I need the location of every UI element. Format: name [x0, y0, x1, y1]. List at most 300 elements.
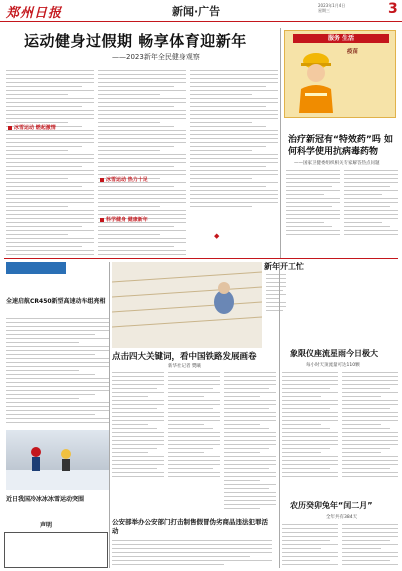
body-text-line	[344, 170, 398, 171]
body-text-line	[282, 380, 338, 381]
police-headline: 公安部举办公安部门打击制售假冒伪劣商品违法犯罪活动	[112, 518, 268, 535]
body-text-line	[6, 146, 82, 147]
left-photo-banner	[6, 262, 66, 274]
body-text-line	[6, 106, 82, 107]
body-text-line	[224, 500, 276, 501]
body-text-line	[224, 496, 276, 497]
body-text-line	[98, 230, 186, 231]
body-text-line	[224, 396, 260, 397]
body-text-line	[112, 428, 157, 429]
body-text-line	[190, 162, 278, 163]
body-text-line	[98, 166, 174, 167]
body-text-line	[224, 444, 276, 445]
body-text-line	[342, 548, 381, 549]
lead-headline: 运动健身过假期 畅享体育迎新年	[24, 32, 247, 50]
body-text-line	[168, 392, 220, 393]
body-text-line	[6, 422, 110, 423]
body-text-line	[98, 138, 186, 139]
ad-text: 疫苗	[347, 49, 359, 55]
body-text-line	[98, 254, 186, 255]
body-text-line	[342, 444, 398, 445]
body-text-line	[286, 218, 340, 219]
body-text-line	[342, 412, 398, 413]
body-text-line	[342, 544, 398, 545]
body-text-line	[98, 118, 186, 119]
body-text-line	[6, 374, 95, 375]
body-text-line	[6, 218, 94, 219]
body-text-line	[6, 206, 68, 207]
body-text-line	[6, 250, 94, 251]
body-text-line	[112, 452, 148, 453]
body-text-line	[112, 416, 164, 417]
body-text-line	[6, 118, 94, 119]
body-text-line	[190, 82, 278, 83]
body-text-line	[112, 408, 157, 409]
advertisement	[284, 30, 396, 118]
body-text-line	[112, 472, 164, 473]
body-text-line	[112, 440, 164, 441]
rail-column-3	[224, 372, 276, 512]
body-text-line	[98, 162, 186, 163]
meteor-subline: 每小时天顶流量可达110颗	[306, 363, 360, 368]
body-text-line	[6, 98, 94, 99]
body-text-line	[344, 234, 398, 235]
body-text-line	[282, 376, 338, 377]
body-text-line	[6, 334, 95, 335]
body-text-line	[168, 460, 220, 461]
body-text-line	[342, 532, 398, 533]
body-text-line	[266, 274, 286, 275]
body-text-line	[282, 556, 338, 557]
body-text-line	[224, 392, 276, 393]
body-text-line	[282, 444, 338, 445]
body-text-line	[98, 70, 186, 71]
body-text-line	[6, 346, 110, 347]
body-text-line	[190, 98, 278, 99]
body-text-line	[190, 106, 266, 107]
body-text-line	[282, 540, 330, 541]
body-text-line	[282, 532, 338, 533]
body-text-line	[342, 372, 398, 373]
left-story-title: 全速启航CR450新型高速动车组亮相	[6, 298, 106, 305]
page-number: 3	[388, 1, 398, 17]
body-text-line	[190, 158, 278, 159]
body-text-line	[266, 298, 280, 299]
body-text-line	[342, 404, 398, 405]
body-text-line	[168, 452, 204, 453]
body-text-line	[224, 388, 269, 389]
body-text-line	[6, 322, 110, 323]
lead-column-3	[190, 70, 278, 210]
body-text-line	[342, 464, 398, 465]
body-text-line	[98, 242, 186, 243]
body-text-line	[266, 310, 283, 311]
body-text-line	[190, 206, 252, 207]
body-text-line	[286, 174, 340, 175]
body-text-line	[282, 464, 338, 465]
body-text-line	[282, 396, 321, 397]
body-text-line	[6, 154, 94, 155]
body-text-line	[342, 448, 390, 449]
body-text-line	[6, 350, 110, 351]
body-text-line	[342, 400, 398, 401]
body-text-line	[286, 234, 340, 235]
body-text-line	[344, 226, 390, 227]
body-text-line	[224, 404, 276, 405]
body-text-line	[6, 198, 94, 199]
body-text-line	[224, 464, 276, 465]
body-text-line	[224, 504, 276, 505]
body-text-line	[344, 230, 398, 231]
body-text-line	[342, 452, 381, 453]
body-text-line	[168, 396, 204, 397]
column-divider	[279, 262, 280, 568]
body-text-line	[342, 564, 398, 565]
body-text-line	[168, 408, 213, 409]
body-text-line	[286, 214, 340, 215]
body-text-line	[112, 404, 164, 405]
body-text-line	[266, 290, 283, 291]
body-text-line	[6, 386, 110, 387]
body-text-line	[112, 544, 272, 545]
lunar-headline: 农历癸卯兔年“闰二月”	[290, 501, 373, 510]
body-text-line	[342, 440, 398, 441]
winter-sports-photo	[6, 430, 110, 490]
body-text-line	[282, 416, 338, 417]
body-text-line	[98, 190, 186, 191]
body-text-line	[190, 114, 278, 115]
body-text-line	[224, 372, 276, 373]
body-text-line	[112, 372, 164, 373]
issue-weekday: 星期三	[318, 8, 330, 13]
photo-title: 新年开工忙	[264, 262, 304, 271]
body-text-line	[224, 448, 269, 449]
body-text-line	[168, 400, 220, 401]
body-text-line	[224, 428, 269, 429]
body-text-line	[344, 222, 382, 223]
body-text-line	[286, 202, 340, 203]
body-text-line	[168, 424, 204, 425]
body-text-line	[6, 114, 94, 115]
body-text-line	[168, 436, 220, 437]
body-text-line	[98, 86, 174, 87]
body-text-line	[6, 190, 94, 191]
issue-date: 2023年1月4日	[318, 3, 346, 8]
masthead	[0, 0, 402, 22]
body-text-line	[6, 326, 110, 327]
body-text-line	[112, 468, 157, 469]
body-text-line	[98, 234, 160, 235]
body-text-line	[168, 464, 220, 465]
body-text-line	[342, 384, 398, 385]
lunar-column-1	[282, 524, 338, 568]
body-text-line	[282, 452, 321, 453]
body-text-line	[98, 186, 174, 187]
body-text-line	[342, 416, 398, 417]
body-text-line	[6, 242, 94, 243]
body-text-line	[224, 492, 276, 493]
body-text-line	[342, 456, 398, 457]
body-text-line	[112, 392, 164, 393]
body-text-line	[6, 362, 110, 363]
body-text-line	[282, 440, 338, 441]
body-text-line	[282, 448, 330, 449]
body-text-line	[224, 476, 276, 477]
column-divider	[280, 28, 281, 258]
body-text-line	[344, 174, 398, 175]
body-text-line	[282, 404, 338, 405]
body-text-line	[224, 436, 276, 437]
body-text-line	[266, 282, 286, 283]
body-text-line	[6, 150, 68, 151]
body-text-line	[168, 404, 220, 405]
body-text-line	[168, 384, 220, 385]
body-text-line	[98, 250, 186, 251]
body-text-line	[190, 150, 252, 151]
body-text-line	[168, 416, 220, 417]
body-text-line	[6, 102, 94, 103]
body-text-line	[344, 206, 390, 207]
body-text-line	[168, 388, 213, 389]
body-text-line	[6, 178, 68, 179]
body-text-line	[190, 134, 278, 135]
body-text-line	[6, 342, 79, 343]
body-text-line	[98, 210, 186, 211]
body-text-line	[6, 134, 94, 135]
body-text-line	[6, 210, 94, 211]
body-text-line	[112, 556, 250, 557]
body-text-line	[6, 354, 95, 355]
rail-column-1	[112, 372, 164, 482]
body-text-line	[112, 420, 164, 421]
body-text-line	[342, 380, 398, 381]
body-text-line	[112, 412, 164, 413]
body-text-line	[190, 110, 278, 111]
body-text-line	[282, 548, 321, 549]
body-text-line	[224, 380, 276, 381]
body-text-line	[168, 432, 220, 433]
body-text-line	[6, 122, 68, 123]
body-text-line	[6, 110, 94, 111]
body-text-line	[6, 370, 79, 371]
right-headline: 治疗新冠有“特效药”吗 如何科学使用抗病毒药物	[288, 135, 393, 157]
body-text-line	[168, 472, 220, 473]
body-text-line	[6, 214, 94, 215]
body-text-line	[282, 428, 330, 429]
notice-box	[4, 532, 108, 568]
body-text-line	[6, 398, 79, 399]
body-text-line	[286, 186, 332, 187]
lunar-column-2	[342, 524, 398, 568]
body-text-line	[190, 186, 266, 187]
body-text-line	[190, 126, 266, 127]
body-text-line	[98, 150, 160, 151]
body-text-line	[344, 218, 398, 219]
body-text-line	[190, 102, 278, 103]
body-text-line	[6, 366, 110, 367]
body-text-line	[6, 394, 95, 395]
body-text-line	[344, 194, 382, 195]
body-text-line	[6, 158, 94, 159]
lead-subhead-1: 冰雪运动 燃起激情	[8, 124, 56, 131]
body-text-line	[112, 564, 224, 565]
body-text-line	[224, 412, 276, 413]
body-text-line	[112, 432, 164, 433]
body-text-line	[112, 456, 164, 457]
body-text-line	[98, 82, 186, 83]
body-text-line	[282, 392, 338, 393]
body-text-line	[6, 330, 110, 331]
body-text-line	[112, 464, 164, 465]
body-text-line	[224, 376, 276, 377]
lead-subheadline: ——2023新年全民健身观察	[112, 53, 200, 61]
meteor-headline: 象限仪座流星雨今日极大	[290, 349, 378, 358]
body-text-line	[98, 114, 186, 115]
body-text-line	[224, 452, 260, 453]
body-text-line	[98, 174, 186, 175]
lunar-subline: 全年共有384天	[326, 515, 358, 520]
body-text-line	[6, 86, 82, 87]
body-text-line	[6, 82, 94, 83]
body-text-line	[6, 318, 110, 319]
body-text-line	[6, 378, 110, 379]
body-text-line	[6, 142, 94, 143]
body-text-line	[168, 440, 220, 441]
body-text-line	[224, 408, 269, 409]
lead-column-1	[6, 70, 94, 260]
body-text-line	[282, 436, 338, 437]
body-text-line	[168, 456, 220, 457]
body-text-line	[6, 186, 82, 187]
body-text-line	[168, 428, 213, 429]
body-text-line	[282, 400, 338, 401]
body-text-line	[6, 338, 110, 339]
body-text-line	[112, 424, 148, 425]
body-text-line	[190, 198, 278, 199]
body-text-line	[98, 142, 186, 143]
body-text-line	[282, 408, 330, 409]
body-text-line	[286, 182, 340, 183]
section-logo-tag: ◆	[214, 232, 220, 240]
lead-column-2	[98, 70, 186, 260]
body-text-line	[112, 376, 164, 377]
body-text-line	[224, 480, 260, 481]
body-text-line	[286, 206, 332, 207]
body-text-line	[344, 202, 398, 203]
body-text-line	[98, 130, 186, 131]
body-text-line	[342, 396, 381, 397]
body-text-line	[190, 86, 266, 87]
body-text-line	[6, 410, 110, 411]
body-text-line	[224, 484, 276, 485]
body-text-line	[344, 214, 398, 215]
body-text-line	[286, 210, 340, 211]
body-text-line	[282, 388, 330, 389]
body-text-line	[282, 536, 338, 537]
rail-headline: 点击四大关键词，看中国铁路发展画卷	[112, 352, 257, 362]
body-text-line	[6, 254, 94, 255]
meteor-column-1	[282, 372, 338, 482]
body-text-line	[112, 380, 164, 381]
body-text-line	[286, 226, 332, 227]
body-text-line	[342, 388, 390, 389]
body-text-line	[6, 166, 82, 167]
body-text-line	[6, 138, 94, 139]
body-text-line	[282, 460, 338, 461]
body-text-line	[282, 384, 338, 385]
body-text-line	[98, 194, 186, 195]
body-text-line	[6, 358, 110, 359]
body-text-line	[224, 416, 276, 417]
body-text-line	[6, 414, 95, 415]
body-text-line	[224, 400, 276, 401]
body-text-line	[282, 544, 338, 545]
body-text-line	[190, 94, 252, 95]
body-text-line	[282, 372, 338, 373]
body-text-line	[282, 524, 338, 525]
body-text-line	[286, 170, 340, 171]
body-text-line	[98, 90, 186, 91]
body-text-line	[98, 206, 160, 207]
body-text-line	[112, 436, 164, 437]
body-text-line	[168, 372, 220, 373]
meteor-column-2	[342, 372, 398, 482]
body-text-line	[98, 202, 186, 203]
body-text-line	[224, 488, 269, 489]
body-text-line	[344, 178, 398, 179]
newspaper-logo: 郑州日报	[6, 6, 63, 21]
body-text-line	[282, 560, 330, 561]
body-text-line	[190, 70, 278, 71]
body-text-line	[266, 306, 286, 307]
body-text-line	[6, 234, 68, 235]
body-text-line	[282, 412, 338, 413]
body-text-line	[224, 384, 276, 385]
body-text-line	[190, 182, 278, 183]
body-text-line	[6, 174, 94, 175]
body-text-line	[282, 476, 338, 477]
body-text-line	[342, 376, 398, 377]
body-text-line	[282, 420, 338, 421]
body-text-line	[282, 472, 338, 473]
body-text-line	[344, 210, 398, 211]
body-text-line	[112, 384, 164, 385]
body-text-line	[224, 432, 276, 433]
body-text-line	[342, 528, 398, 529]
body-text-line	[6, 402, 110, 403]
body-text-line	[342, 460, 398, 461]
body-text-line	[6, 70, 94, 71]
body-text-line	[6, 226, 82, 227]
body-text-line	[6, 170, 94, 171]
section-title: 新闻·广告	[172, 5, 221, 18]
body-text-line	[342, 540, 390, 541]
body-text-line	[224, 420, 276, 421]
body-text-line	[344, 198, 398, 199]
body-text-line	[282, 424, 321, 425]
body-text-line	[168, 468, 213, 469]
body-text-line	[6, 202, 94, 203]
body-text-line	[224, 440, 276, 441]
body-text-line	[224, 508, 260, 509]
body-text-line	[6, 90, 94, 91]
body-text-line	[342, 524, 398, 525]
body-text-line	[98, 102, 186, 103]
body-text-line	[112, 444, 164, 445]
body-text-line	[168, 380, 220, 381]
body-text-line	[190, 194, 278, 195]
rail-byline: 新华社记者 樊曦	[168, 364, 201, 369]
